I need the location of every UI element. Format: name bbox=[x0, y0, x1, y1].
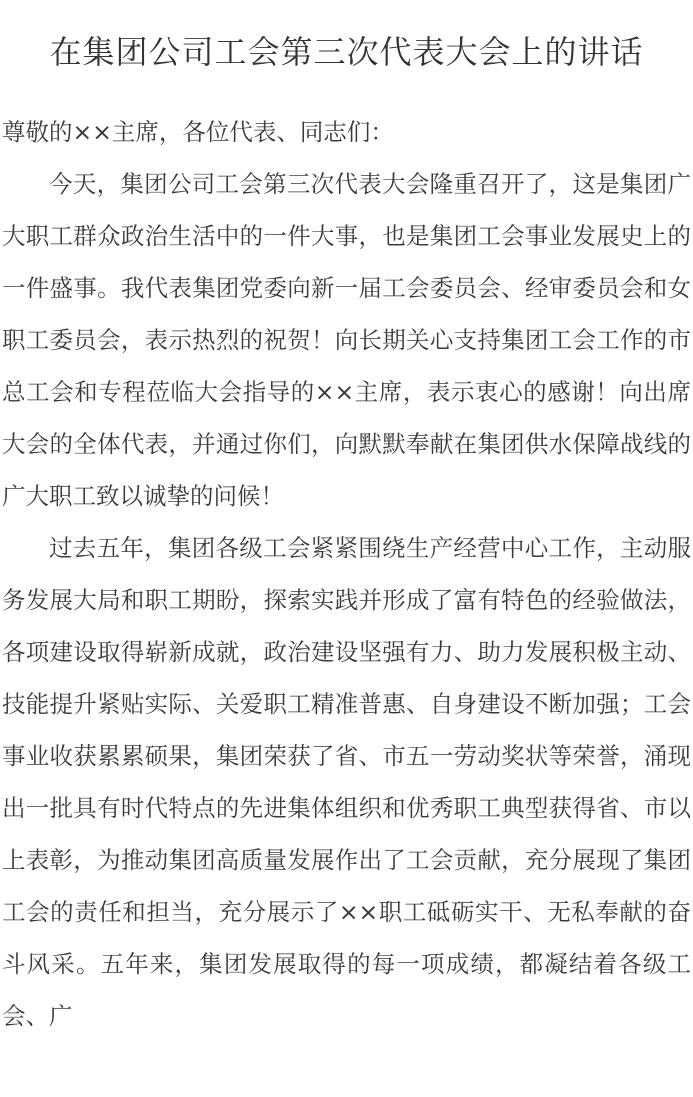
salutation: 尊敬的××主席，各位代表、同志们： bbox=[2, 118, 394, 146]
paragraph-1: 今天，集团公司工会第三次代表大会隆重召开了，这是集团广大职工群众政治生活中的一件大事，也是集团工会事业发展史上的一件盛事。我代表集团党委向新一届工会委员会、经审委员会和女职工委员会，表示热烈的祝贺！向长期关心支持集团工会工作的市总工会和专程莅临大会指导的××主席，表示衷心的感谢！向出席大会的全体代表，并通过你们，向默默奉献在集团供水保障战线的广大职工致以诚挚的问候！ bbox=[2, 170, 691, 510]
document-body bbox=[0, 106, 693, 1042]
paragraph-2: 过去五年，集团各级工会紧紧围绕生产经营中心工作，主动服务发展大局和职工期盼，探索实践并形成了富有特色的经验做法，各项建设取得崭新成就，政治建设坚强有力、助力发展积极主动、技能提升紧贴实际、关爱职工精准普惠、自身建设不断加强；工会事业收获累累硕果，集团荣获了省、市五一劳动奖状等荣誉，涌现出一批具有时代特点的先进集体组织和优秀职工典型获得省、市以上表彰，为推动集团高质量发展作出了工会贡献，充分展现了集团工会的责任和担当，充分展示了××职工砥砺实干、无私奉献的奋斗风采。五年来，集团发展取得的每一项成绩，都凝结着各级工会、广 bbox=[2, 534, 691, 1030]
document-title: 在集团公司工会第三次代表大会上的讲话 bbox=[49, 33, 644, 71]
